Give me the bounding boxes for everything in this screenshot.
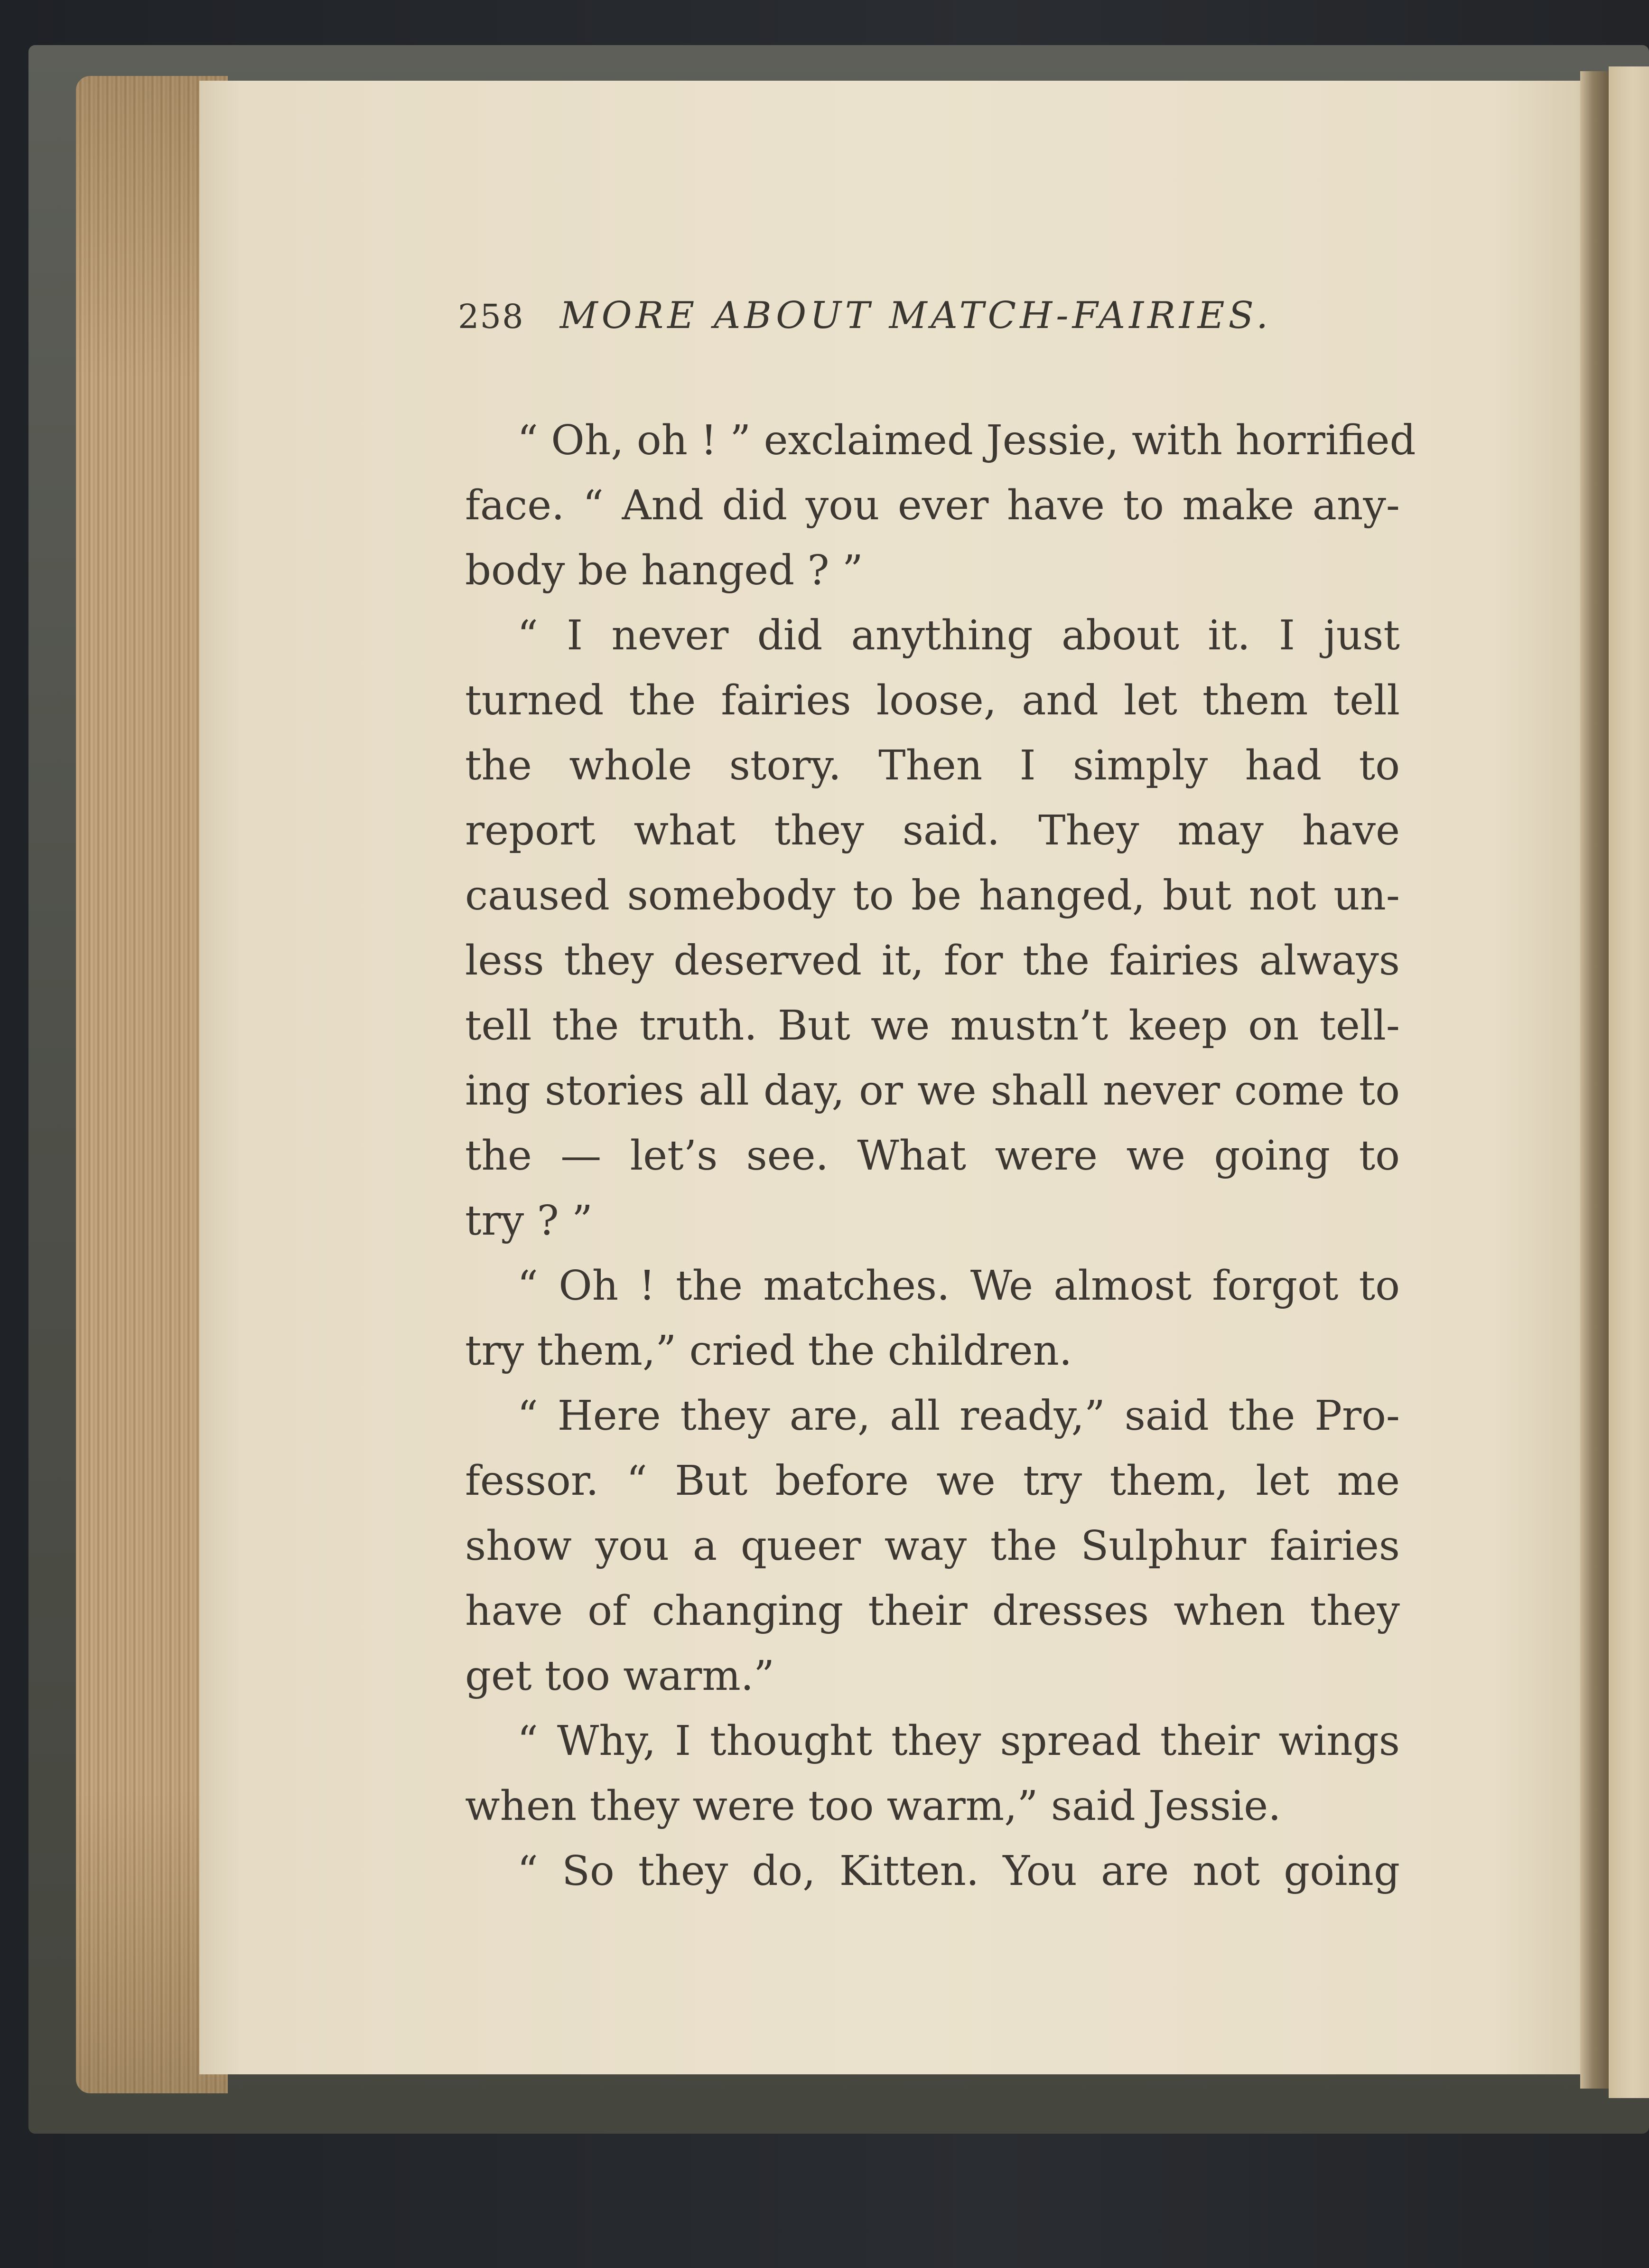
text-line: “ Why, I thought they spread their wings (517, 1717, 1400, 1765)
text-line: “ So they do, Kitten. You are not going (517, 1847, 1400, 1895)
text-line: tell the truth. But we mustn’t keep on tell- (465, 1002, 1400, 1050)
text-line: less they deserved it, for the fairies always (465, 937, 1400, 984)
facing-page-edge (1609, 66, 1649, 2098)
text-line: the whole story. Then I simply had to (465, 742, 1400, 789)
text-line: caused somebody to be hanged, but not un- (465, 872, 1400, 919)
text-line: get too warm.” (465, 1652, 775, 1700)
text-line: “ Here they are, all ready,” said the Pro- (517, 1392, 1400, 1440)
text-line: report what they said. They may have (465, 807, 1400, 854)
text-line: face. “ And did you ever have to make any- (465, 482, 1400, 529)
text-line: turned the fairies loose, and let them tell (465, 677, 1400, 724)
text-line: try them,” cried the children. (465, 1327, 1072, 1375)
page-gutter (1580, 71, 1609, 2089)
text-line: “ Oh, oh ! ” exclaimed Jessie, with horrified (517, 417, 1416, 464)
text-line: body be hanged ? ” (465, 547, 863, 594)
text-line: show you a queer way the Sulphur fairies (465, 1522, 1400, 1570)
text-line: when they were too warm,” said Jessie. (465, 1782, 1281, 1830)
text-line: fessor. “ But before we try them, let me (465, 1457, 1400, 1505)
text-line: “ I never did anything about it. I just (517, 612, 1400, 659)
text-line: try ? ” (465, 1197, 593, 1245)
page-number: 258 (458, 297, 524, 336)
text-line: ing stories all day, or we shall never come to (465, 1067, 1400, 1115)
running-head: MORE ABOUT MATCH-FAIRIES. (559, 294, 1272, 337)
text-line: the — let’s see. What were we going to (465, 1132, 1400, 1180)
body-text (465, 408, 1416, 1904)
page-header (458, 294, 1272, 351)
text-line: have of changing their dresses when they (465, 1587, 1400, 1635)
text-line: “ Oh ! the matches. We almost forgot to (517, 1262, 1400, 1310)
